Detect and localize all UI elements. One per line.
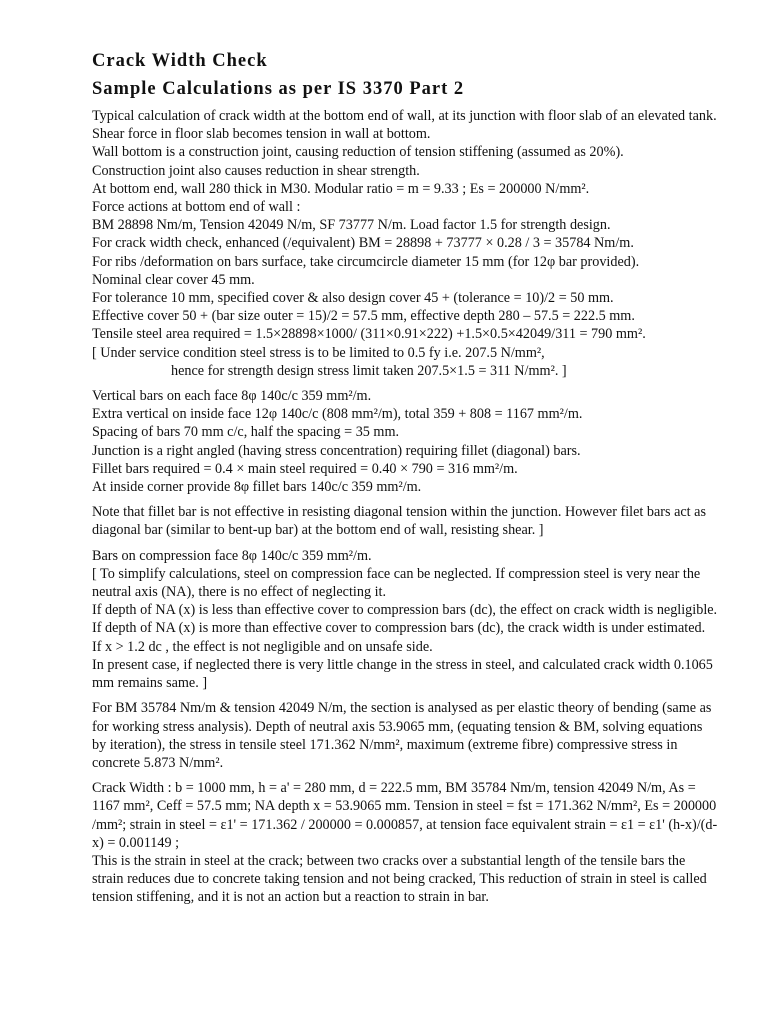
text-line: Force actions at bottom end of wall :	[92, 199, 301, 216]
text-line: Effective cover 50 + (bar size outer = 15)/2 = 57.5 mm, effective depth 280 – 57.5 = 222.5 mm.	[92, 308, 635, 325]
text-line: [ Under service condition steel stress is to be limited to 0.5 fy i.e. 207.5 N/mm²,	[92, 344, 545, 361]
text-line: For tolerance 10 mm, specified cover & also design cover 45 + (tolerance = 10)/2 = 50 mm.	[92, 290, 614, 307]
crack-width-section	[92, 779, 718, 906]
text-line: Vertical bars on each face 8φ 140c/c 359 mm²/m.	[92, 388, 372, 405]
page-subtitle: Sample Calculations as per IS 3370 Part 2	[92, 79, 465, 99]
text-paragraph: [ To simplify calculations, steel on compression face can be neglected. If compression steel is very near the neutral axis (NA), there is no effect of neglecting it.	[92, 565, 701, 601]
text-line: BM 28898 Nm/m, Tension 42049 N/m, SF 73777 N/m. Load factor 1.5 for strength design.	[92, 217, 611, 234]
compression-section	[92, 547, 718, 693]
text-line: hence for strength design stress limit taken 207.5×1.5 = 311 N/mm². ]	[171, 362, 567, 379]
text-paragraph: If depth of NA (x) is more than effective cover to compression bars (dc), the crack width is under estimated. If x > 1.2 dc , the effect is not negligible and on unsafe side.	[92, 620, 706, 655]
text-paragraph: If depth of NA (x) is less than effective cover to compression bars (dc), the effect on crack width is negligible.	[92, 602, 718, 619]
text-paragraph: Note that fillet bar is not effective in resisting diagonal tension within the junction. However filet bars act as diagonal bar (similar to bent-up bar) at the bottom end of wall, resisting shear. ]	[92, 504, 706, 539]
text-paragraph: In present case, if neglected there is very little change in the stress in steel, and calculated crack width 0.1065 mm remains same. ]	[92, 656, 713, 692]
text-line: For ribs /deformation on bars surface, take circumcircle diameter 15 mm (for 12φ bar provided).	[92, 253, 640, 270]
text-line: Tensile steel area required = 1.5×28898×1000/ (311×0.91×222) +1.5×0.5×42049/311 = 790 mm².	[92, 326, 646, 343]
analysis-section	[92, 699, 718, 772]
fillet-note-section	[92, 503, 718, 539]
text-line: Bars on compression face 8φ 140c/c 359 mm²/m.	[92, 547, 372, 564]
text-line: At bottom end, wall 280 thick in M30. Modular ratio = m = 9.33 ; Es = 200000 N/mm².	[92, 180, 590, 197]
text-line: Spacing of bars 70 mm c/c, half the spacing = 35 mm.	[92, 424, 400, 441]
text-line: Fillet bars required = 0.4 × main steel required = 0.40 × 790 = 316 mm²/m.	[92, 460, 518, 477]
text-line: Wall bottom is a construction joint, causing reduction of tension stiffening (assumed as 20%).	[92, 144, 624, 161]
text-line: Nominal clear cover 45 mm.	[92, 271, 255, 288]
text-line: Typical calculation of crack width at the bottom end of wall, at its junction with floor slab of an elevated tank. Shear force in floor slab becomes tension in wall at bottom.	[92, 108, 717, 143]
text-line: Junction is a right angled (having stress concentration) requiring fillet (diagonal) bars.	[92, 442, 581, 459]
text-line: Construction joint also causes reduction in shear strength.	[92, 162, 420, 179]
page-title: Crack Width Check	[92, 51, 268, 71]
text-paragraph: This is the strain in steel at the crack; between two cracks over a substantial length of the tensile bars the strain reduces due to concrete taking tension and not being cracked, This reduction of strain in steel is called tension stiffening, and it is not an action but a reaction to strain in bar.	[92, 852, 707, 906]
text-line: Extra vertical on inside face 12φ 140c/c (808 mm²/m), total 359 + 808 = 1167 mm²/m.	[92, 406, 583, 423]
text-line: At inside corner provide 8φ fillet bars 140c/c 359 mm²/m.	[92, 479, 422, 496]
text-paragraph: Crack Width : b = 1000 mm, h = a' = 280 mm, d = 222.5 mm, BM 35784 Nm/m, tension 42049 N/m, As = 1167 mm², Ceff = 57.5 mm; NA depth x = 53.9065 mm. Tension in steel = fst = 171.362 N/mm², Es = 200000 /mm²; strain in steel = ε1' = 171.362 / 200000 = 0.000857, at tension face equivalent strain = ε1 = ε1' (h-x)/(d-x) = 0.001149 ;	[92, 780, 718, 851]
bars-section	[92, 387, 718, 496]
text-paragraph: For BM 35784 Nm/m & tension 42049 N/m, the section is analysed as per elastic theory of bending (same as for working stress analysis). Depth of neutral axis 53.9065 mm, (equating tension & BM, solving equations by iteration), the stress in tensile steel 171.362 N/mm², maximum (extreme fibre) compressive stress in concrete 5.873 N/mm².	[92, 700, 712, 771]
text-line: For crack width check, enhanced (/equivalent) BM = 28898 + 73777 × 0.28 / 3 = 35784 Nm/m.	[92, 235, 634, 252]
intro-section	[92, 107, 718, 380]
